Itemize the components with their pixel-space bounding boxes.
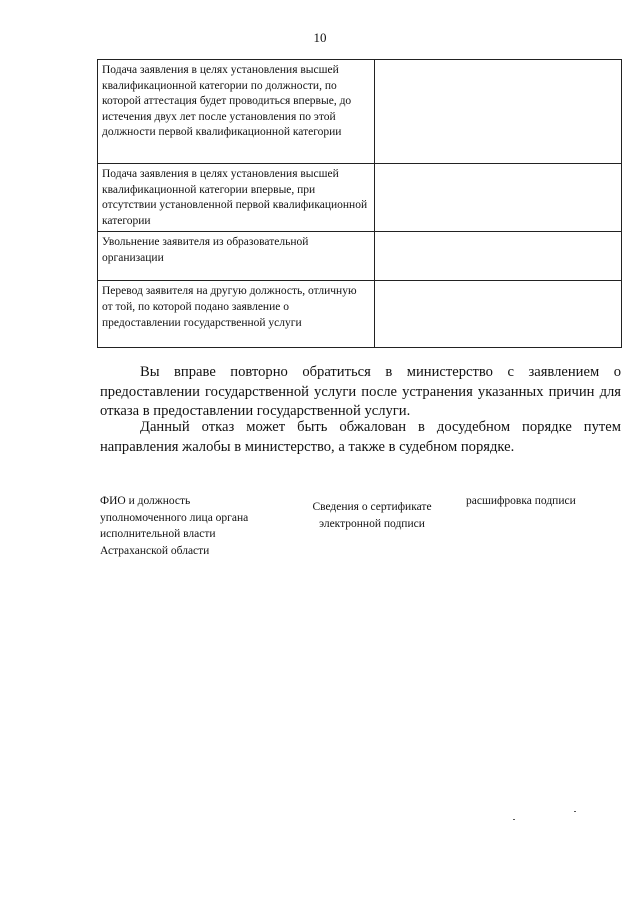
- note-cell: [375, 281, 622, 348]
- appeal-paragraph: Данный отказ может быть обжалован в досудебном порядке путем направления жалобы в министерство, а также в судебном порядке.: [100, 419, 621, 455]
- note-cell: [375, 232, 622, 281]
- reason-cell: Подача заявления в целях установления высшей квалификационной категории по должности, по которой аттестация будет проводиться впервые, до истечения двух лет после установления по этой должности первой квалификационной категории: [98, 60, 375, 164]
- reason-cell: Подача заявления в целях установления высшей квалификационной категории впервые, при отсутствии установленной первой квалификационной категории: [98, 164, 375, 232]
- table-row: [98, 281, 622, 348]
- reapply-paragraph: Вы вправе повторно обратиться в министерство с заявлением о предоставлении государственной услуги после устранения указанных причин для отказа в предоставлении государственной услуги.: [100, 364, 621, 419]
- note-cell: [375, 164, 622, 232]
- page-number: 10: [313, 30, 327, 45]
- table-row: [98, 60, 622, 164]
- table-row: [98, 164, 622, 232]
- scan-speck: [574, 811, 576, 812]
- certificate-info-label: Сведения о сертификате электронной подписи: [312, 501, 432, 530]
- official-position-label: ФИО и должность уполномоченного лица органа исполнительной власти Астраханской области: [100, 495, 249, 557]
- table-row: [98, 232, 622, 281]
- signature-decoding-label: расшифровка подписи: [466, 495, 576, 507]
- reason-cell: Увольнение заявителя из образовательной организации: [98, 232, 375, 281]
- refusal-reasons-table: [97, 59, 622, 348]
- scan-speck: [513, 819, 515, 820]
- reason-cell: Перевод заявителя на другую должность, отличную от той, по которой подано заявление о предоставлении государственной услуги: [98, 281, 375, 348]
- note-cell: [375, 60, 622, 164]
